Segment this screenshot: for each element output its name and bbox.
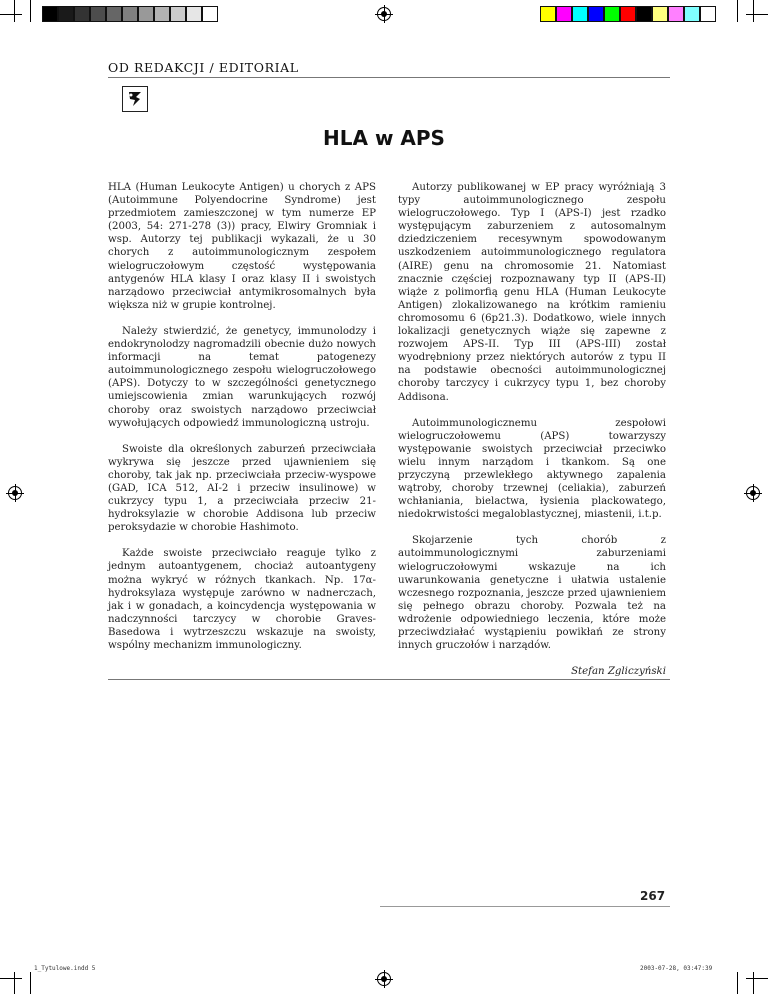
author-signature: Stefan Zgliczyński [571,666,666,678]
color-swatch [74,6,90,22]
crop-mark [14,0,15,22]
crop-mark [746,14,768,15]
journal-logo-icon [122,86,148,112]
left-column [108,181,376,665]
color-swatch [604,6,620,22]
color-swatch [540,6,556,22]
paragraph: Skojarzenie tych chorób z autoimmunologicznymi zaburzeniami wielogruczołowymi wskazuje na ich uwarunkowania genetyczne i ułatwia ustalenie wczesnego rozpoznania, jeszcze przed ujawnieniem się pełnego obrazu choroby. Pozwala też na wdrożenie odpowiedniego leczenia, które może przeciwdziałać wystąpieniu powikłań ze strony innych gruczołów i narządów. [398,535,666,652]
paragraph: Autoimmunologicznemu zespołowi wielogruczołowemu (APS) towarzyszy występowanie swoistych przeciwciał przeciwko wielu innym narządom i tkankom. Są one przyczyną przewlekłego aktywnego zapalenia wątroby, choroby trzewnej (celiakia), zaburzeń wchłaniania, bielactwa, łysienia plackowatego, niedokrwistości megaloblastycznej, miastenii, i.t.p. [398,417,666,521]
process-color-bar [540,6,716,22]
color-swatch [620,6,636,22]
crop-mark [746,978,768,979]
crop-mark [753,0,754,22]
section-header: OD REDAKCJI / EDITORIAL [108,60,299,75]
color-swatch [122,6,138,22]
color-swatch [202,6,218,22]
color-swatch [106,6,122,22]
paragraph: HLA (Human Leukocyte Antigen) u chorych z APS (Autoimmune Polyendocrine Syndrome) jest przedmiotem zamieszczonej w tym numerze EP (2003, 54: 271-278 (3)) pracy, Elwiry Gromniak i wsp. Autorzy tej publikacji wykazali, że u 30 chorych z autoimmunologicznym zespołem wielogruczołowym częstość występowania antygenów HLA klasy I oraz klasy II i swoistych narządowo przeciwciał antymikrosomalnych była większa niż w grupie kontrolnej. [108,182,376,311]
crop-mark [0,14,22,15]
crop-mark [30,972,31,994]
crop-mark [737,972,738,994]
crop-mark [753,972,754,994]
crop-mark [30,0,31,22]
paragraph: Autorzy publikowanej w EP pracy wyróżniają 3 typy autoimmunologicznego zespołu wielogruczołowego. Typ I (APS-I) jest rzadko występującym zaburzeniem z autosomalnym dziedziczeniem recesywnym spowodowanym uszkodzeniem autoimmunologicznego regulatora (AIRE) genu na chromosomie 21. Natomiast znacznie częściej rozpoznawany typ II (APS-II) wiąże z polimorfią genu HLA (Human Leukocyte Antigen) zlokalizowanego na krótkim ramieniu chromosomu 6 (6p21.3). Dodatkowo, wiele innych lokalizacji genetycznych wiąże się zapewne z rozwojem APS-II. Typ III (APS-III) został wyodrębniony przez niektórych autorów z typu II na podstawie obecności autoimmunologicznej choroby tarczycy i cukrzycy typu 1, bez choroby Addisona. [398,182,666,403]
paragraph: Swoiste dla określonych zaburzeń przeciwciała wykrywa się jeszcze przed ujawnieniem się choroby, tak jak np. przeciwciała przeciw-wyspowe (GAD, ICA 512, AI-2 i przeciw insulinowe) w cukrzycy typu 1, a przeciwciała przeciw 21-hydroksylazie w chorobie Addisona lub przeciw peroksydazie w chorobie Hashimoto. [108,443,376,534]
color-swatch [652,6,668,22]
color-swatch [154,6,170,22]
color-swatch [636,6,652,22]
article-title: HLA w APS [323,126,445,150]
color-swatch [588,6,604,22]
registration-mark-icon [377,972,391,986]
color-swatch [700,6,716,22]
gray-color-bar [42,6,218,22]
page-number-rule [380,906,670,907]
page-number: 267 [640,889,666,903]
registration-mark-icon [377,7,391,21]
file-slug: 1_Tytulowe.indd 5 [34,965,96,972]
paragraph: Każde swoiste przeciwciało reaguje tylko z jednym autoantygenem, chociaż autoantygeny można wykryć w różnych tkankach. Np. 17α-hydroksylaza występuje zarówno w nadnerczach, jak i w gonadach, a koincydencja występowania w nadczynności tarczycy w chorobie Graves-Basedowa i wytrzeszczu wskazuje na swoisty, wspólny mechanizm immunologiczny. [108,548,376,651]
color-swatch [684,6,700,22]
journal-logo-icon [125,89,145,109]
footer-divider [108,679,670,680]
color-swatch [572,6,588,22]
color-swatch [90,6,106,22]
color-swatch [668,6,684,22]
print-timestamp: 2003-07-28, 03:47:39 [640,965,713,972]
color-swatch [138,6,154,22]
header-divider [108,77,670,78]
paragraph: Należy stwierdzić, że genetycy, immunolodzy i endokrynolodzy nagromadzili obecnie dużo nowych informacji na temat patogenezy autoimmunologicznego zespołu wielogruczołowego (APS). Dotyczy to w szczególności genetycznego umiejscowienia zmian warunkujących rozwój choroby oraz swoistych narządowo przeciwciał wywołujących odpowiedź immunologiczną ustroju. [108,325,376,429]
color-swatch [170,6,186,22]
color-swatch [556,6,572,22]
right-column [398,181,666,678]
color-swatch [42,6,58,22]
crop-mark [14,972,15,994]
registration-mark-icon [746,486,760,500]
registration-mark-icon [8,486,22,500]
color-swatch [186,6,202,22]
crop-mark [737,0,738,22]
crop-mark [0,978,22,979]
color-swatch [58,6,74,22]
